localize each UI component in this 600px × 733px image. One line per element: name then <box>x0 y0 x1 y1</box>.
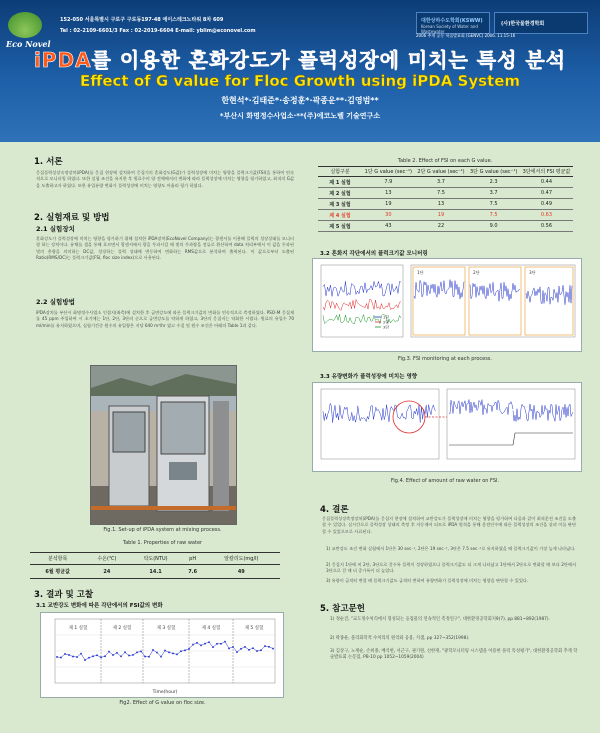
authors: 한현석*·김태준*·송정훈*·곽종운**·김영범** <box>221 96 379 105</box>
method-paragraph: iPDA장치를 부산시 화명정수사업소 인접지(좌측)에 설치한 후 급변강도에 따른 플럭크기값의 변화를 연속적으로 측정하였다. PSO-M 응집제를 45 ppm 주입하여 시 초기에는 1단, 2단, 3단의 순으로 급변강도를 약하게 하였고, 3단의 응집지는 약화한 시켰다. 원료의 유입수 70 ml/min를 유지하였으며, 실험기간중 원수의 유입량은 지당 640 m³/hr 였고 수질 및 원수 조건은 아래의 Table 1과 같다. <box>36 310 294 328</box>
table2-cell: 19 <box>437 212 445 218</box>
table1-cell: 7.6 <box>188 568 198 575</box>
section-methods: 2. 실험재료 및 방법 <box>34 213 110 223</box>
fig3-legend-label: 1단 <box>383 314 390 320</box>
section-references: 5. 참고문헌 <box>320 604 365 614</box>
section-introduction: 1. 서론 <box>34 157 63 167</box>
subsection-gvalue: 3.1 교반강도 변화에 따른 각단에서의 FSI값의 변화 <box>36 603 163 609</box>
raw-water-table <box>30 552 280 579</box>
fig3-caption: Fig.3. FSI monitoring at each process. <box>398 356 492 362</box>
address-text: 152-050 서울특별시 구로구 구로동197-48 에이스테크노타워 8차 609 <box>60 17 224 23</box>
table1-header-cell: 탁도(NTU) <box>143 556 168 562</box>
table2-cell: 제 2 실험 <box>329 190 351 197</box>
ksww-name: 대한상하수도학회(KSWW) <box>421 18 483 24</box>
table2-cell: 0.49 <box>540 201 553 207</box>
fig3-legend-label: 2단 <box>383 319 390 325</box>
apparatus-paragraph: 혼화강도가 플럭성장에 미치는 영향을 평가하기 위해 설치한 iPDA장치(EcoNovel Company)는 광센서를 이용해 플럭의 성장상태를 모니터링 하는 장치이다. 유체를 셀을 통해 흐르면서 광센서에서 광을 투과시킬 때 빛의 투과량을 전류로 환산하여 data 처리부에서 이 값을 투과된 빛의 총량을 의미하는 DC값, 성장하는 플럭 상태에 변동하여 변화하는 RMS값으로 분석하여 출력된다. 이 값으로부터 도출된 Ratio(RMS/DC)는 플럭크기값(FSI, floc size index)으로 사용된다. <box>36 236 294 261</box>
fig1-caption: Fig.1. Set-up of iPDA system at mixing process. <box>103 527 222 533</box>
table2-cell: 19 <box>385 201 392 207</box>
table2-cell: 9.0 <box>489 223 498 229</box>
subsection-apparatus: 2.1 실험장치 <box>36 225 75 233</box>
table2-cell: 30 <box>385 212 392 218</box>
table2-row <box>318 199 573 210</box>
ksww-logo <box>416 12 490 34</box>
ipda-setup-photo <box>90 365 237 525</box>
table2-cell: 제 3 실험 <box>329 201 351 208</box>
section-conclusion: 4. 결론 <box>320 505 349 515</box>
table2-cell: 제 4 실험 <box>329 212 351 219</box>
table1-row <box>30 565 280 579</box>
conclusion-paragraph: 응집플럭성장측정장치(iPDA)를 응집지 현장에 설치하여 교반강도가 플럭성장에 미치는 영향을 평가하여 다음과 같이 최적운전 조건을 도출할 수 있었다. 실시간으로 플럭성장 상태의 측정 후 자동제어 되므로 iPDA 원격을 통해 운전인수에 따른 플럭성장의 조건을 살펴 이를 판단할 수 있었으므로 사료된다. <box>322 516 576 534</box>
table2-cell: 0.47 <box>540 190 553 196</box>
title-korean: iPDA를 이용한 혼화강도가 플럭성장에 미치는 특성 분석 <box>33 48 567 72</box>
table2-header-cell: 3단 G value (sec⁻¹) <box>469 169 518 175</box>
fig3-plot <box>313 259 581 351</box>
fig4-panel-left <box>321 389 439 459</box>
table2-cell: 22 <box>437 223 445 229</box>
fig4-caption: Fig.4. Effect of amount of raw water on FSI. <box>390 478 500 484</box>
conclusion-item: 1) 교반강도 조건 변화 실험에서 1단은 30 sec⁻¹, 2단은 19 sec⁻¹, 3단은 7.5 sec⁻¹로 유지하였을 때 플럭크기값이 가장 높게 나타났다. <box>326 546 576 551</box>
fig3-legend-label: 3단 <box>383 324 390 330</box>
table1-cell: 24 <box>103 568 111 575</box>
table1-header-cell: 분석항목 <box>47 556 68 562</box>
table2-header-row <box>318 167 573 177</box>
fig3-segment-label: 3단 <box>529 270 536 275</box>
table1-header-cell: 알칼리도(mg/l) <box>224 556 259 562</box>
reference-item: 1) 정순진, "교도정수처리에서 형성되는 응집물의 연속적인 측정연구", 대한환경공학회지9(7), pp 881~892(1987). <box>330 617 550 622</box>
table2-cell: 3.7 <box>489 190 498 196</box>
table1-header-row <box>30 553 280 565</box>
contact-text: Tel : 02-2109-6601/3 Fax : 02-2019-6604 E-mail: yblim@econovel.com <box>60 28 256 34</box>
table2-cell: 43 <box>385 223 392 229</box>
fig2-segment-label: 제 1 실험 <box>68 626 88 631</box>
fig2-segment-label: 제 5 실험 <box>244 626 264 631</box>
table2-header-cell: 2단 G value (sec⁻¹) <box>417 169 465 175</box>
table1-caption: Table 1. Properties of raw water <box>122 540 203 546</box>
fig2-segment-label: 제 2 실험 <box>112 626 132 631</box>
fig2-segment-label: 제 3 실험 <box>156 626 176 631</box>
table2-row <box>318 221 573 232</box>
subsection-monitoring: 3.2 혼화지 각단에서의 플럭크기값 모니터링 <box>320 251 428 257</box>
table2-header-cell: 3단에서의 FSI 평균값 <box>522 169 571 175</box>
fig2-plot <box>41 613 283 697</box>
subsection-flow: 3.3 유량변화가 플럭성장에 미치는 영향 <box>320 374 418 380</box>
gvalue-table <box>318 166 573 232</box>
fig2-xlabel: Time(hour) <box>152 690 178 695</box>
table2-cell: 0.63 <box>540 212 553 218</box>
table1-header-cell: 수온(℃) <box>97 556 117 562</box>
table2-cell: 13 <box>437 201 445 207</box>
reference-item: 3) 김상구, 노재순, 손희종, 배석현, 서근구, 권기원, 신한재, "광학모니터링 시스템을 이용한 플럭 특성평가", 대한환경공학회 추계 학술발표회 논문집, PB-10 pp 1052~1059(2004) <box>330 649 578 661</box>
table2-cell: 0.56 <box>540 223 553 229</box>
table2-cell: 제 5 실험 <box>329 223 351 230</box>
table2-row <box>318 177 573 188</box>
table2-row <box>318 210 573 221</box>
society-logo <box>494 12 588 34</box>
setup-photo-image <box>91 366 236 524</box>
table2-cell: 7.5 <box>489 201 498 207</box>
fig3-segment-label: 1단 <box>417 270 424 275</box>
table2-body <box>318 177 573 232</box>
fig4-panel-right <box>447 389 575 459</box>
conclusion-item: 2) 응집지 1단에 비 2단, 3단으로 갈수록 플럭이 성장하였으나 플럭크기값도 더 크게 나타났고 1단에서 2단으로 변화할 때 보다 2단에서 3단으로 갈 때 더 증가폭이 더 높았다. <box>326 562 576 574</box>
fig2-chart <box>40 612 284 698</box>
table2-cell: 7.5 <box>489 212 498 218</box>
table2-row <box>318 188 573 199</box>
table2-caption: Table 2. Effect of FSI on each G value. <box>397 158 493 164</box>
table2-cell: 7.9 <box>384 179 393 185</box>
table1-cell: 6월 평균값 <box>45 569 70 575</box>
fig4-chart <box>312 382 582 472</box>
reference-item: 2) 곽종운, 물리화학적 수처리의 원리와 응용, 지샘, pp 327~352(1998). <box>330 636 470 641</box>
table1-header-cell: pH <box>189 555 197 562</box>
subsection-method: 2.2 실험방법 <box>36 298 75 306</box>
table2-cell: 2.3 <box>489 179 498 185</box>
fig3-panel-left <box>321 265 403 337</box>
section-results: 3. 결과 및 고찰 <box>34 590 94 600</box>
fig3-segment-label: 2단 <box>473 270 480 275</box>
table1-cell: 49 <box>237 568 245 575</box>
society-name: (사)한국물환경학회 <box>501 21 545 27</box>
title-english: Effect of G value for Floc Growth using iPDA System <box>79 72 521 90</box>
table2-header-cell: 실험구분 <box>330 169 350 175</box>
table2-header-cell: 1단 G value (sec⁻¹) <box>364 169 412 175</box>
intro-paragraph: 응집플럭성장속정장치(iPDA)를 응집 현장에 설치하여 응집기의 혼화강도(G값)가 플럭성장에 미치는 영향을 플럭크기값(FSI)을 통하여 연속적으로 모니터링 하였다. 또한 실험 조건을 유지한 후 원료수의 양 전체에서의 변화에 따라 플럭성장에 미치는 영향을 평가하였고, 최적의 G값을 도출하고자 하였다. 또한 유입유량 변화가 플럭성장에 미치는 영향도 아울러 평가 하였다. <box>36 170 294 188</box>
table1-cell: 14.1 <box>149 568 162 575</box>
fig2-caption: Fig2. Effect of G value on floc size. <box>119 700 206 706</box>
table2-cell: 제 1 실험 <box>329 179 351 186</box>
fig2-segment-label: 제 4 실험 <box>201 626 221 631</box>
table2-cell: 3.7 <box>437 179 445 185</box>
table2-cell: 0.44 <box>540 179 553 185</box>
table2-cell: 13 <box>385 190 392 196</box>
ksww-subtitle: Korean Society of Water and Wastewater <box>421 24 478 34</box>
fig4-plot <box>313 383 581 471</box>
affiliation: *부산시 화명정수사업소·**(주)에코노벨 기술연구소 <box>219 112 381 120</box>
logo-text: Eco Novel <box>6 39 51 49</box>
table2-cell: 7.5 <box>437 190 445 196</box>
econovel-logo <box>8 12 42 38</box>
fig3-chart <box>312 258 582 352</box>
conference-text: 2006 추계 공동 학술발표회 (GENVC) 2006. 11.15-16 <box>416 33 516 38</box>
conclusion-item: 3) 유량이 급격히 변할 때 플럭크기값도 급격히 변하여 유량변화가 플럭성장에 미치는 영향을 판단할 수 있었다. <box>326 578 529 583</box>
